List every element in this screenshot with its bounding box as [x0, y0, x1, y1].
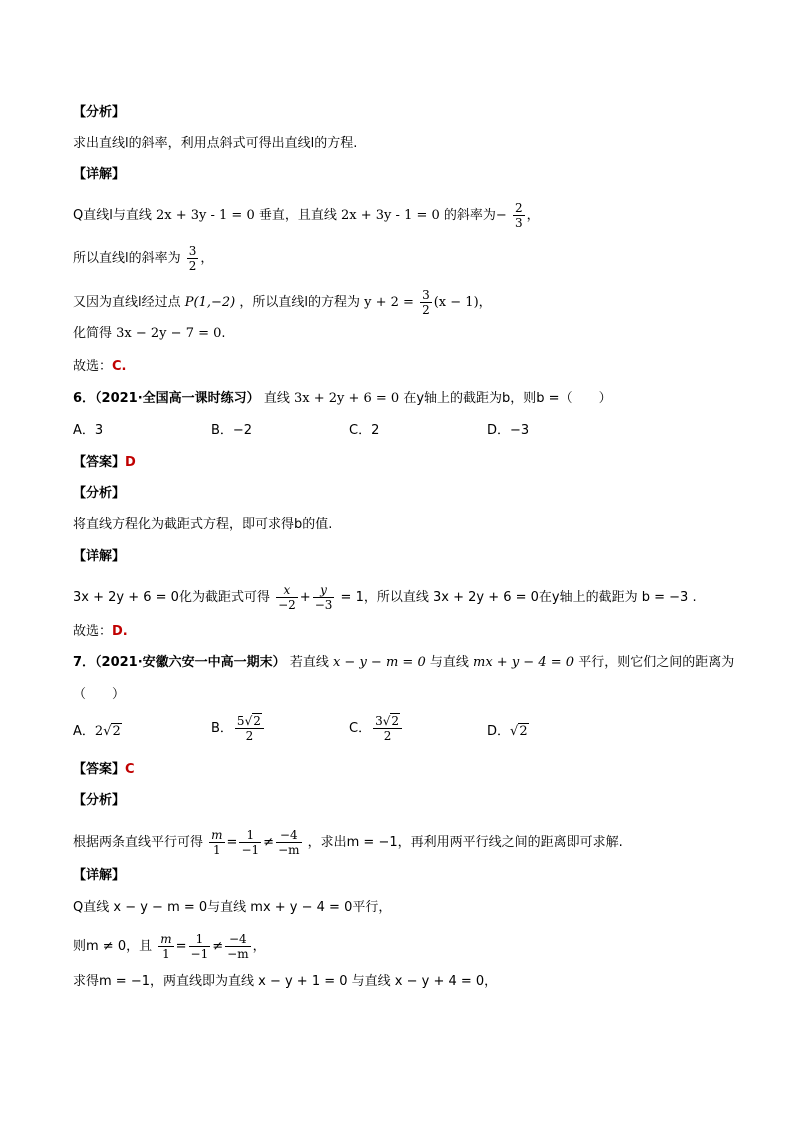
detail-tag: 【详解】: [73, 167, 126, 182]
answer-pick: 故选：D.: [73, 624, 128, 639]
detail-line: 求得m = −1，两直线即为直线 x − y + 1 = 0 与直线 x − y + 4 = 0，: [73, 974, 498, 989]
fraction: $\frac{x}{-2}$: [278, 583, 296, 612]
detail-text: ，所以直线l的方程为: [239, 295, 360, 310]
detail-tag: 【详解】: [73, 549, 126, 564]
detail-text: 化简得: [73, 326, 113, 341]
option-b: B．−2: [211, 423, 253, 438]
detail-line: Q直线l与直线 2x + 3y - 1 = 0 垂直，且直线 2x + 3y - 1 = 0 的斜率为− $\frac{2}{3}$ ，: [73, 201, 540, 230]
equation: mx + y − 4 = 0: [473, 655, 575, 670]
detail-text: 的斜率为: [443, 208, 496, 223]
point: P(1,−2): [184, 295, 236, 310]
detail-line: 所以直线l的斜率为 $\frac{3}{2}$ ，: [73, 244, 214, 273]
question-7: 7．（2021·安徽六安一中高一期末） 若直线 x − y − m = 0 与直线 mx + y − 4 = 0 平行，则它们之间的距离为: [73, 655, 735, 670]
analysis-tag: 【分析】: [73, 486, 126, 501]
detail-line: 则m ≠ 0，且 $\frac{m}{1}$ = $\frac{1}{-1}$ ≠ $\frac{-4}{-m}$ ，: [73, 932, 266, 961]
detail-line: 化简得 3x − 2y − 7 = 0.: [73, 326, 226, 341]
answer-line: 【答案】D: [73, 455, 136, 470]
detail-line: 3x + 2y + 6 = 0化为截距式可得 $\frac{x}{-2}$ + $\frac{y}{-3}$ = 1，所以直线 3x + 2y + 6 = 0在y轴上的截距为 b = −3 .: [73, 583, 697, 612]
equation: y + 2 =: [364, 295, 414, 310]
analysis-text: 将直线方程化为截距式方程，即可求得b的值.: [73, 517, 333, 532]
fraction: $\frac{2}{3}$: [514, 201, 523, 230]
option-b: B． $\frac{5√2}{2}$: [211, 714, 266, 743]
answer-letter: D: [125, 455, 136, 470]
detail-text: 垂直，且直线: [258, 208, 337, 223]
answer-letter: C.: [112, 359, 127, 374]
analysis-tag: 【分析】: [73, 793, 126, 808]
option-d: D．−3: [487, 423, 530, 438]
equation: 3x + 2y + 6 = 0: [293, 391, 400, 406]
analysis-text: 求出直线l的斜率，利用点斜式可得出直线l的方程.: [73, 136, 358, 151]
option-a: A．3: [73, 423, 104, 438]
question-header: 6．（2021·全国高一课时练习）: [73, 391, 260, 406]
detail-line: 又因为直线l经过点 P(1,−2) ，所以直线l的方程为 y + 2 = $\frac{3}{2}$ (x − 1)，: [73, 288, 492, 317]
detail-text: 所以直线l的斜率为: [73, 251, 181, 266]
question-6: 6．（2021·全国高一课时练习） 直线 3x + 2y + 6 = 0 在y轴上的截距为b，则b =（ ）: [73, 391, 612, 406]
equation: 3x − 2y − 7 = 0: [116, 326, 222, 341]
answer-pick: 故选：C.: [73, 359, 127, 374]
analysis-text: 根据两条直线平行可得 $\frac{m}{1}$ = $\frac{1}{-1}$ ≠ $\frac{-4}{-m}$ ，求出m = −1，再利用两平行线之间的距离即可求解.: [73, 828, 623, 857]
option-d: D．√2: [487, 724, 528, 739]
equation: 2x + 3y - 1 = 0: [341, 208, 440, 223]
option-a: A．2√2: [73, 724, 121, 739]
detail-tag: 【详解】: [73, 868, 126, 883]
fraction: $\frac{y}{-3}$: [314, 583, 333, 612]
question-paren: （ ）: [73, 687, 126, 702]
equation: x − y − m = 0: [332, 655, 426, 670]
analysis-tag: 【分析】: [73, 105, 126, 120]
fraction: $\frac{3}{2}$: [188, 244, 197, 273]
answer-line: 【答案】C: [73, 762, 135, 777]
answer-letter: D.: [112, 624, 128, 639]
option-c: C．2: [349, 423, 380, 438]
question-header: 7．（2021·安徽六安一中高一期末）: [73, 655, 286, 670]
fraction: $\frac{3}{2}$: [422, 288, 430, 317]
answer-letter: C: [125, 762, 135, 777]
detail-line: Q直线 x − y − m = 0与直线 mx + y − 4 = 0平行，: [73, 900, 392, 915]
detail-text: Q直线l与直线: [73, 208, 152, 223]
equation: 2x + 3y - 1 = 0: [156, 208, 255, 223]
detail-text: 又因为直线l经过点: [73, 295, 181, 310]
option-c: C． $\frac{3√2}{2}$: [349, 714, 404, 743]
